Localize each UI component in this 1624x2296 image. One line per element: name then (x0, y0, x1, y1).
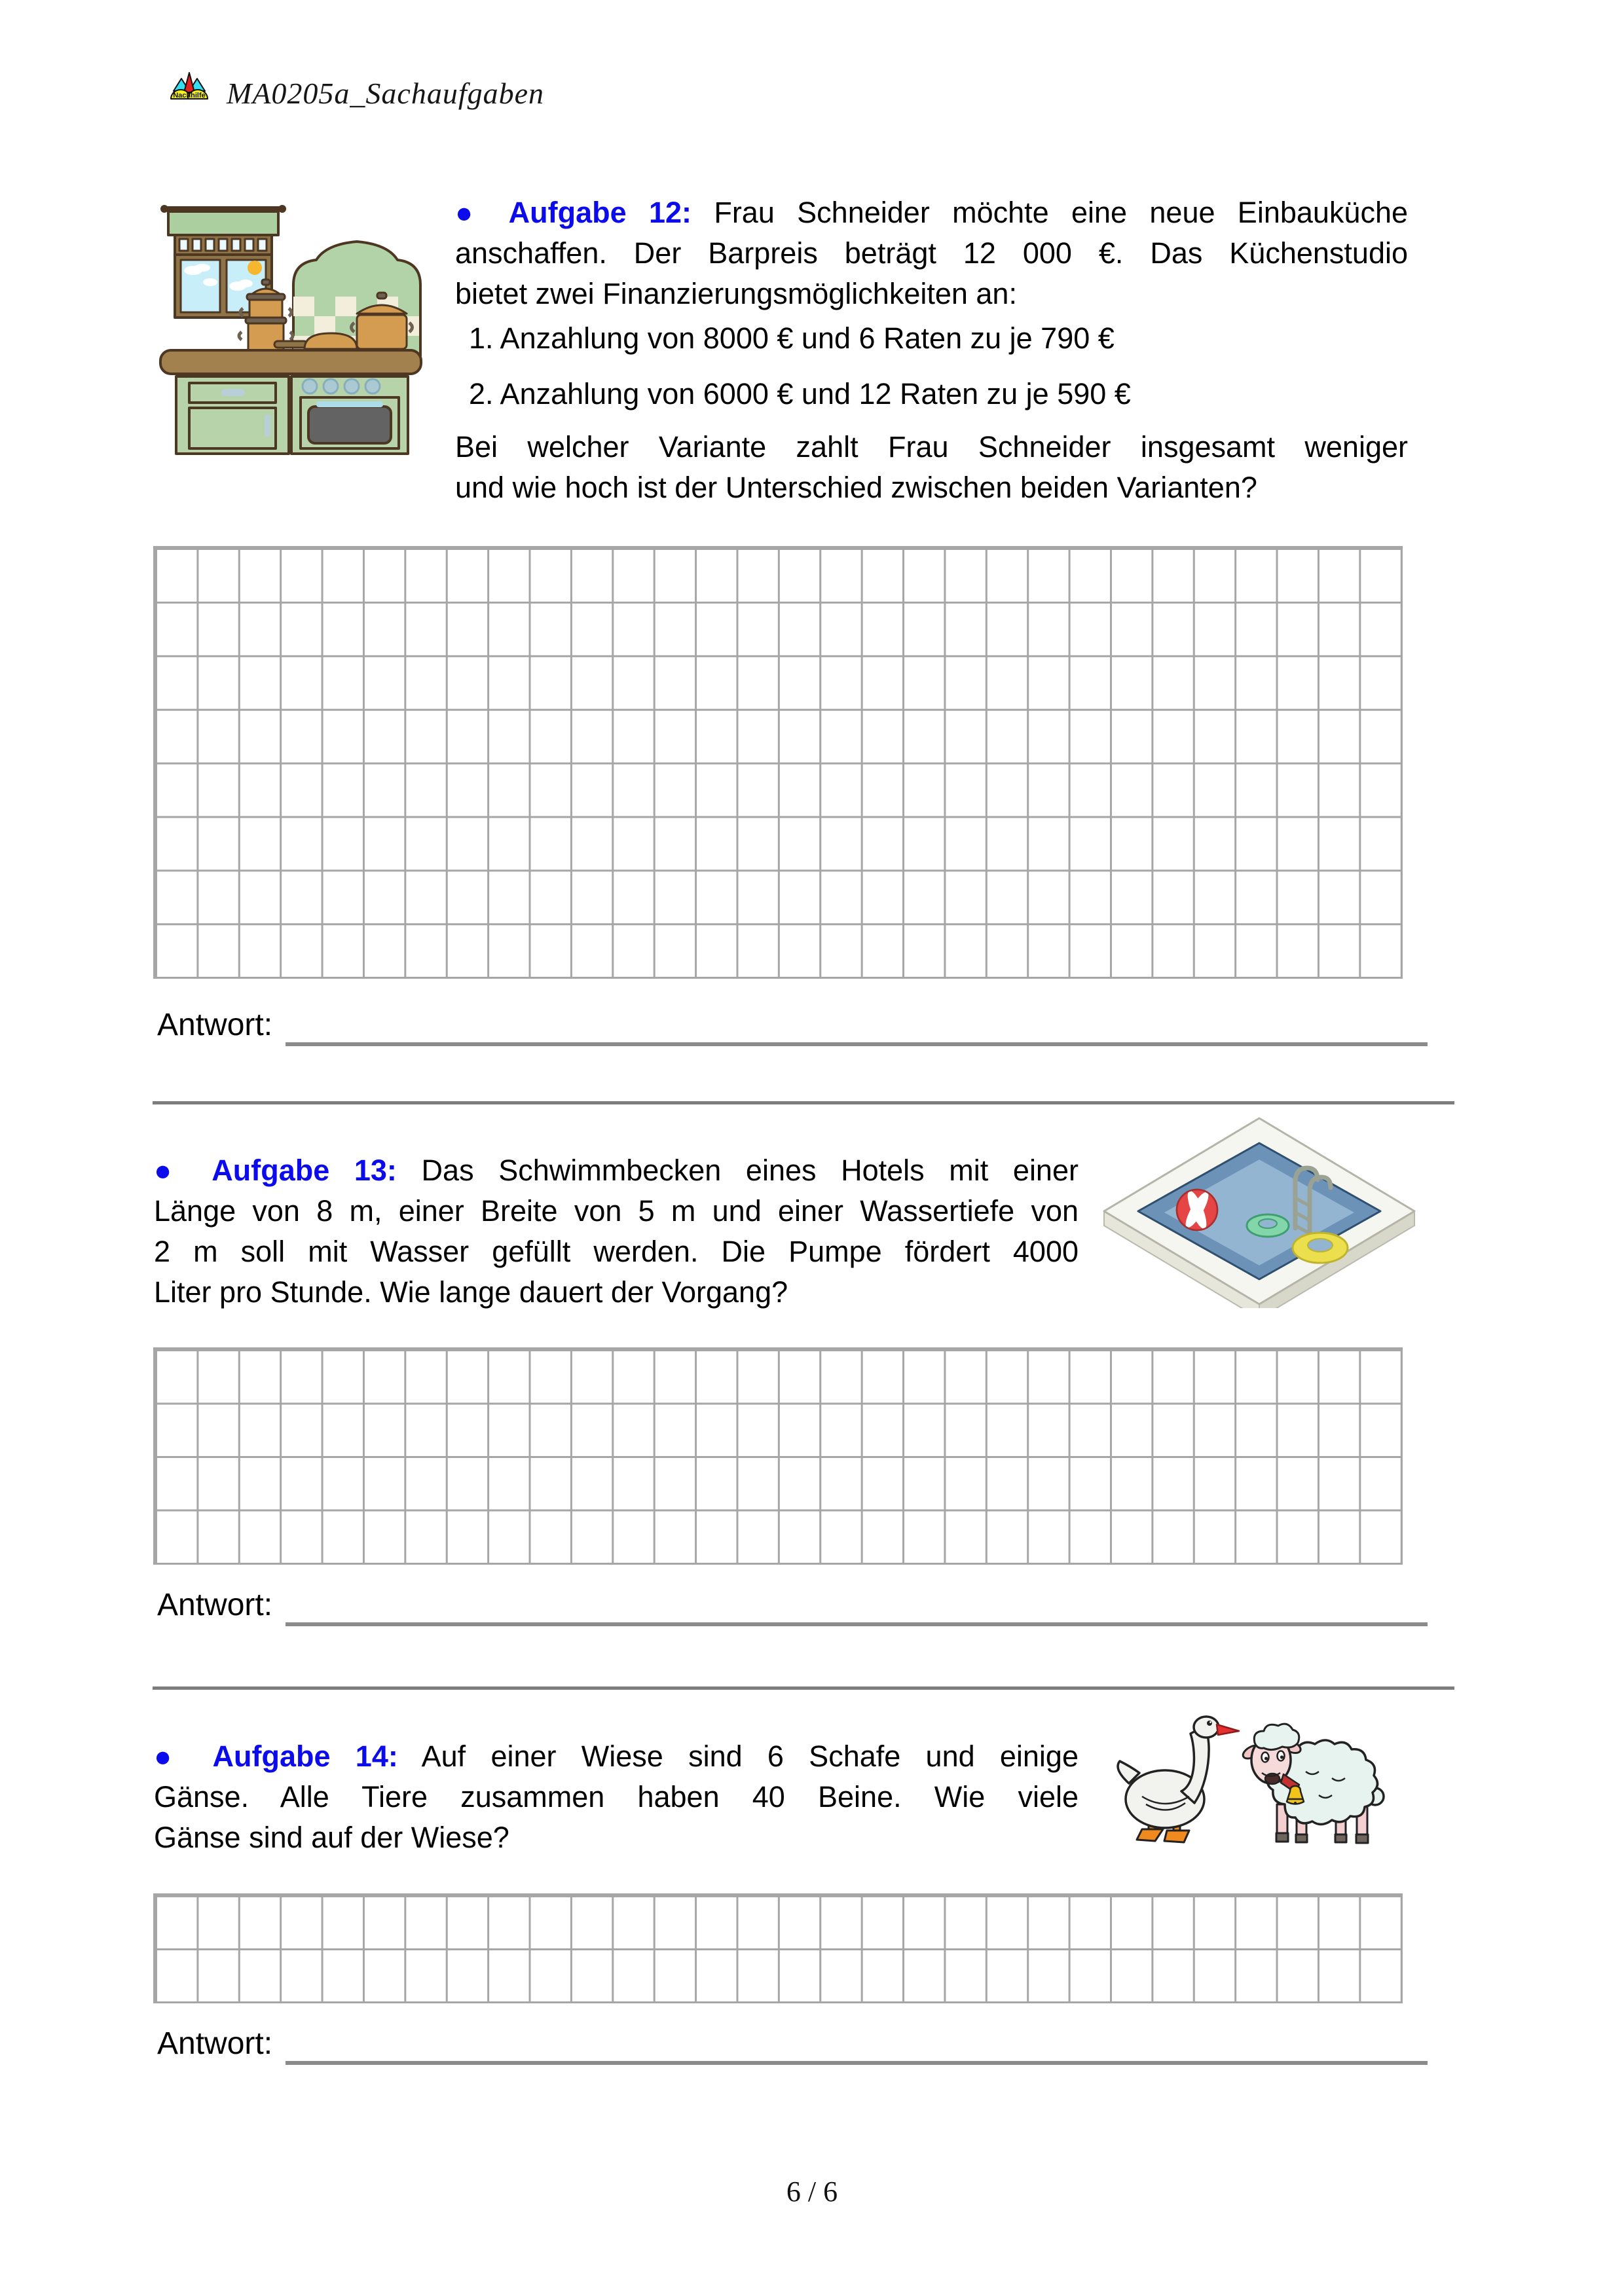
yellow-swim-ring-icon (1293, 1233, 1348, 1263)
task12-question (455, 427, 1408, 508)
pool-illustration (1099, 1112, 1420, 1308)
task12-intro-line: anschaffen. Der Barpreis beträgt 12 000 €. Das Küchenstudio (455, 236, 1408, 270)
kitchen-illustration (159, 198, 422, 458)
task12-heading: ● Aufgabe 12: (455, 196, 692, 229)
task13-answer-line (286, 1622, 1428, 1626)
frying-pan-icon (274, 333, 357, 349)
beach-ball-icon (1177, 1189, 1217, 1231)
goose-icon (1118, 1717, 1239, 1842)
task12-answer-label: Antwort: (157, 1008, 273, 1042)
task12-intro (455, 192, 1408, 314)
nachhilfe-logo (168, 71, 211, 107)
sun-icon (248, 261, 262, 275)
task13-text-line: ● Aufgabe 13: Das Schwimmbecken eines Hotels mit einer (154, 1154, 1079, 1187)
task14-text (154, 1736, 1079, 1858)
section-divider (153, 1686, 1454, 1690)
task13-text (154, 1150, 1079, 1313)
cabinet-icon (176, 376, 289, 454)
window-pelmet-icon (168, 211, 278, 235)
task14-answer-label: Antwort: (157, 2026, 273, 2061)
goose-sheep-illustration (1109, 1700, 1404, 1850)
logo-text: Nachhilfe (173, 92, 206, 100)
page-number: 6 / 6 (786, 2176, 838, 2208)
task13-answer-label: Antwort: (157, 1588, 273, 1622)
task12-intro-line: ● Aufgabe 12: Frau Schneider möchte eine neue Einbauküche (455, 196, 1409, 229)
working-grid-task12 (153, 546, 1403, 979)
working-grid-task14 (153, 1893, 1403, 2003)
task13-text-line: Länge von 8 m, einer Breite von 5 m und einer Wassertiefe von (154, 1194, 1079, 1228)
task14-answer-line (286, 2061, 1428, 2065)
task12-intro-line: bietet zwei Finanzierungsmöglichkeiten an: (455, 277, 1017, 310)
task13-text-line: Liter pro Stunde. Wie lange dauert der Vorgang? (154, 1275, 788, 1309)
task13-text-line: 2 m soll mit Wasser gefüllt werden. Die Pumpe fördert 4000 (154, 1235, 1079, 1268)
task14-text-line: Gänse. Alle Tiere zusammen haben 40 Beine. Wie viele (154, 1780, 1079, 1813)
oven-icon (291, 376, 408, 454)
countertop-icon (160, 350, 421, 374)
task14-text-line: ● Aufgabe 14: Auf einer Wiese sind 6 Schafe und einige (154, 1740, 1079, 1773)
logo-peak-center-icon (184, 73, 194, 92)
working-grid-task13 (153, 1347, 1403, 1565)
task12-question-line: Bei welcher Variante zahlt Frau Schneider insgesamt weniger (455, 430, 1408, 464)
task13-heading: ● Aufgabe 13: (154, 1154, 397, 1187)
task14-text-line: Gänse sind auf der Wiese? (154, 1821, 509, 1854)
section-divider (153, 1101, 1454, 1104)
task12-question-line: und wie hoch ist der Unterschied zwischen beiden Varianten? (455, 471, 1257, 504)
task12-option-2: 2. Anzahlung von 6000 € und 12 Raten zu je 590 € (469, 377, 1131, 410)
task12-option-1: 1. Anzahlung von 8000 € und 6 Raten zu je 790 € (469, 321, 1115, 355)
green-swim-ring-icon (1247, 1214, 1289, 1237)
document-title: MA0205a_Sachaufgaben (227, 77, 545, 110)
task14-heading: ● Aufgabe 14: (154, 1740, 398, 1773)
sheep-icon (1241, 1724, 1384, 1843)
task12-answer-line (286, 1042, 1428, 1046)
